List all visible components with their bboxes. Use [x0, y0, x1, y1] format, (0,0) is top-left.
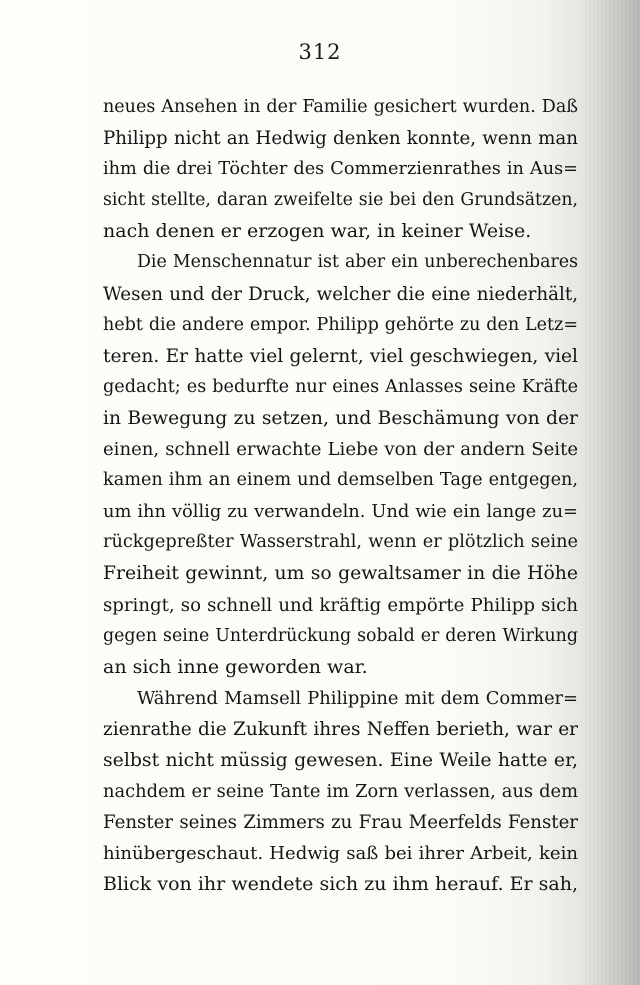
text-line: nach denen er erzogen war, in keiner Weise.	[103, 220, 532, 243]
text-line: nachdem er seine Tante im Zorn verlassen, aus dem	[103, 781, 578, 803]
text-line: selbst nicht müssig gewesen. Eine Weile hatte er,	[103, 749, 578, 771]
page-number: 312	[298, 40, 342, 64]
text-line: gedacht; es bedurfte nur eines Anlasses seine Kräfte	[103, 376, 578, 397]
text-line: Freiheit gewinnt, um so gewaltsamer in die Höhe	[103, 563, 578, 585]
text-line: neues Ansehen in der Familie gesichert wurden. Daß	[103, 97, 578, 117]
text-line: Philipp nicht an Hedwig denken konnte, wenn man	[103, 128, 578, 150]
text-line: hinübergeschaut. Hedwig saß bei ihrer Arbeit, kein	[103, 843, 578, 865]
text-line: ihm die drei Töchter des Commerzienrathes in Aus=	[103, 159, 578, 180]
text-line: in Bewegung zu setzen, und Beschämung von der	[103, 407, 578, 429]
text-line: kamen ihm an einem und demselben Tage entgegen,	[103, 470, 578, 491]
body-text	[103, 92, 578, 900]
text-line: an sich inne geworden war.	[103, 655, 368, 678]
text-line: sicht stellte, daran zweifelte sie bei den Grundsätzen,	[103, 190, 578, 211]
text-line: Während Mamsell Philippine mit dem Commer=	[137, 687, 578, 709]
text-line: teren. Er hatte viel gelernt, viel geschwiegen, viel	[103, 345, 578, 367]
text-line: gegen seine Unterdrückung sobald er deren Wirkung	[103, 625, 578, 646]
text-line: Blick von ihr wendete sich zu ihm herauf. Er sah,	[103, 873, 578, 896]
text-line: Fenster seines Zimmers zu Frau Meerfelds Fenster	[103, 812, 578, 834]
text-line: rückgepreßter Wasserstrahl, wenn er plötzlich seine	[103, 532, 578, 553]
text-line: springt, so schnell und kräftig empörte Philipp sich	[103, 594, 578, 616]
text-line: Wesen und der Druck, welcher die eine niederhält,	[103, 283, 578, 305]
text-line: zienrathe die Zukunft ihres Neffen berieth, war er	[103, 718, 578, 740]
text-line: Die Menschennatur ist aber ein unberechenbares	[137, 252, 578, 273]
text-line: einen, schnell erwachte Liebe von der andern Seite	[103, 439, 578, 461]
text-line: um ihn völlig zu verwandeln. Und wie ein lange zu=	[103, 501, 578, 523]
text-line: hebt die andere empor. Philipp gehörte zu den Letz=	[103, 314, 578, 335]
page-gutter-shadow	[585, 0, 640, 985]
